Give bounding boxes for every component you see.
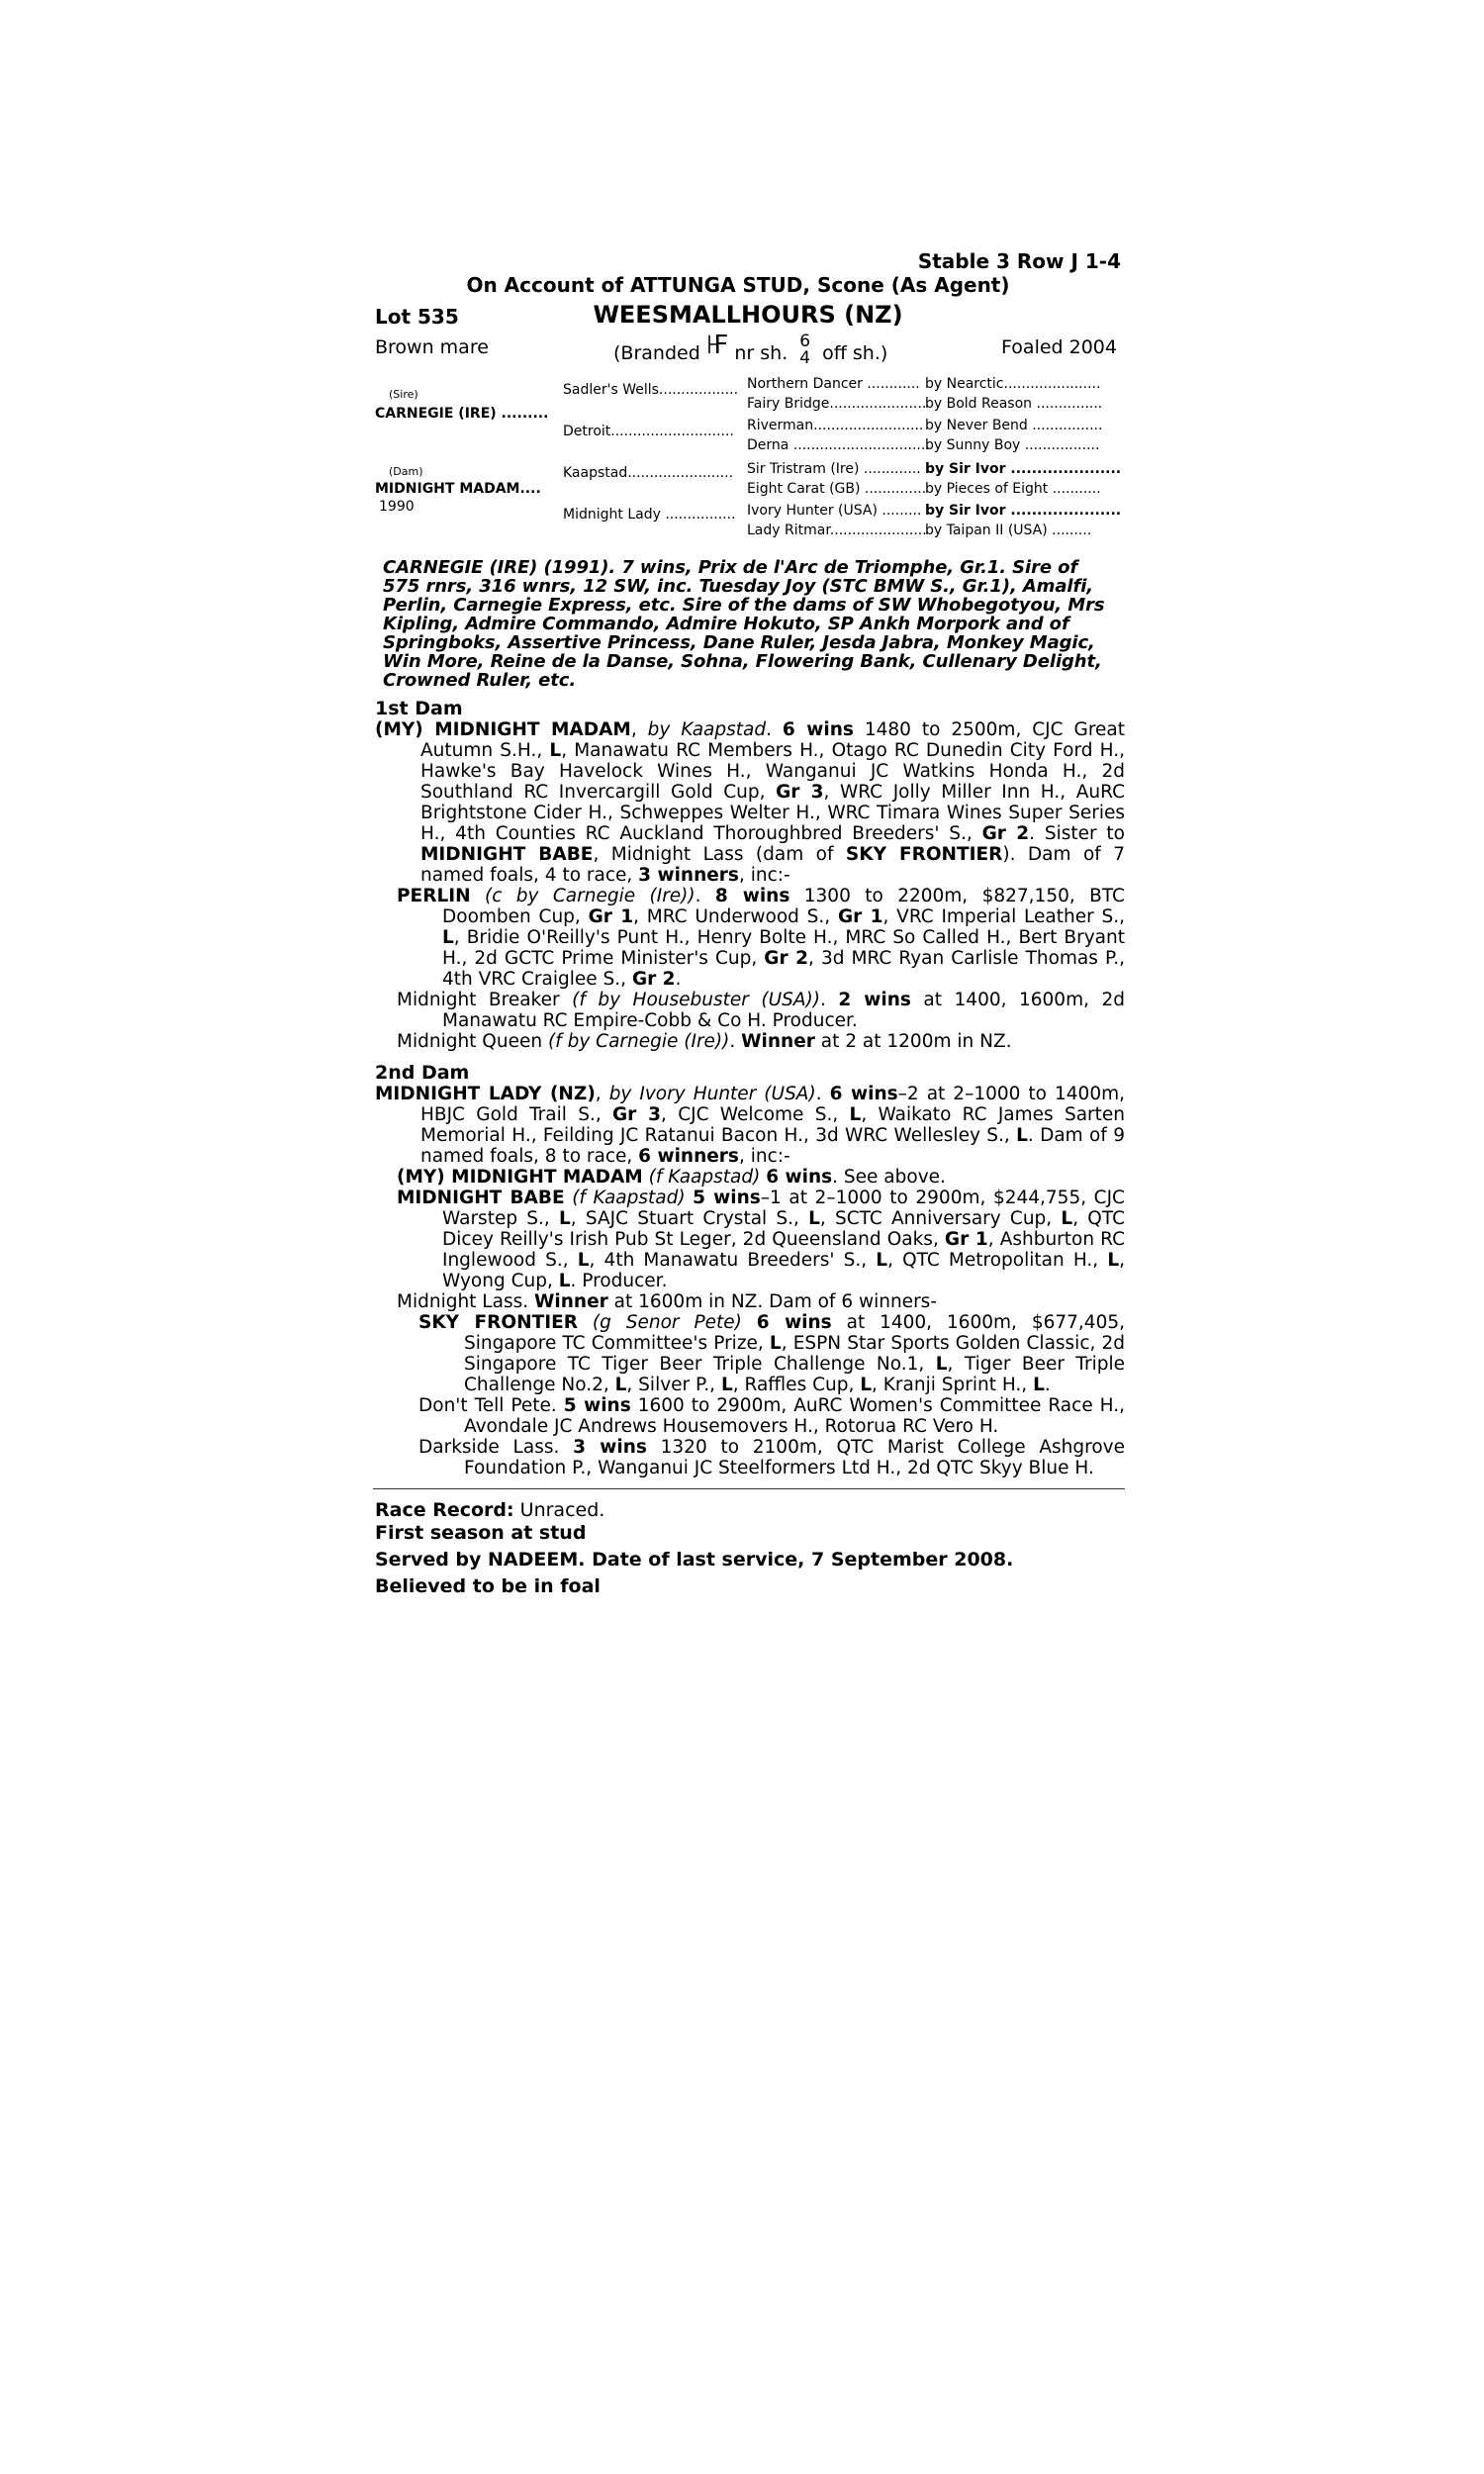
branded-prefix: (Branded [613, 342, 700, 364]
divider [373, 1488, 1125, 1489]
sire-dam-text: Detroit [563, 424, 611, 439]
brand-number [799, 333, 810, 367]
entry-text: Winner [741, 1031, 815, 1052]
second-dam-entry [371, 1167, 1125, 1188]
second-dam-heading: 2nd Dam [375, 1062, 470, 1084]
entry-text: Gr 1 [837, 906, 883, 927]
entry-text: Gr 1 [944, 1229, 988, 1250]
footer-notes [375, 1499, 1125, 1598]
first-dam-entry [371, 1031, 1125, 1052]
entry-text [471, 886, 485, 906]
race-record-value: Unraced. [513, 1499, 605, 1521]
g3-1: Northern Dancer ............ [747, 376, 920, 392]
branded-near: nr sh. [734, 342, 788, 364]
entry-text: L [769, 1333, 782, 1354]
entry-text: 3 wins [573, 1437, 647, 1458]
entry-text: 1320 to 2100m, QTC Marist College Ashgrove Foundation P., Wanganui JC Steelformers Ltd H., 2d QTC Skyy Blue H. [464, 1437, 1125, 1478]
entry-text: Winner [534, 1291, 608, 1312]
sire-name: CARNEGIE (IRE) ......... [375, 406, 549, 422]
first-dam-entry [371, 719, 1125, 886]
entry-text: , 3d MRC Ryan Carlisle Thomas P., 4th VRC Craiglee S., [442, 948, 1125, 990]
entry-text: 6 wins [766, 1167, 833, 1188]
entry-text: PERLIN [397, 886, 471, 906]
entry-text: , VRC Imperial Leather S., [882, 906, 1126, 927]
g4-3-text: by Never Bend [925, 418, 1028, 433]
g3-1-text: Northern Dancer [747, 376, 863, 392]
second-dam-entry [371, 1188, 1125, 1291]
entry-text: (f Kaapstad) [648, 1167, 761, 1188]
dam-year: 1990 [379, 499, 415, 515]
dam-name-text: MIDNIGHT MADAM [375, 481, 520, 497]
entry-text: Darkside Lass. [418, 1437, 574, 1458]
entry-text: L [1061, 1208, 1073, 1229]
entry-text: (MY) MIDNIGHT MADAM [397, 1167, 643, 1188]
race-record [375, 1499, 1125, 1522]
horse-name: WEESMALLHOURS (NZ) [593, 301, 903, 329]
dam-dam-text: Midnight Lady [563, 507, 661, 523]
entry-text: L [558, 1271, 571, 1291]
entry-text: . [815, 1084, 830, 1104]
entry-text: at 1400, 1600m, $677,405, Singapore TC Committee's Prize, [464, 1312, 1125, 1354]
g3-2: Fairy Bridge...................... [747, 396, 927, 412]
entry-text: 6 winners [638, 1146, 739, 1167]
second-dam-entry [371, 1291, 1125, 1312]
entry-text: 8 wins [714, 886, 790, 906]
second-dam-entries [371, 1084, 1125, 1478]
entry-text: Gr 2 [764, 948, 809, 969]
entry-text: , SCTC Anniversary Cup, [819, 1208, 1062, 1229]
entry-text: (f by Carnegie (Ire)) [547, 1031, 730, 1052]
description-row [371, 331, 1125, 366]
g3-4: Derna ............................... [747, 437, 930, 453]
entry-text: , Manawatu RC Members H., Otago RC Dunedin City Ford H., Hawke's Bay Havelock Wines H., Wanganui JC Watkins Honda H., 2d Southland RC Invercargill Gold Cup, [420, 740, 1126, 803]
entry-text: , Waikato RC James Sarten Memorial H., Feilding JC Ratanui Bacon H., 3d WRC Wellesley S., [420, 1104, 1125, 1146]
entry-text: , ESPN Star Sports Golden Classic, 2d Singapore TC Tiger Beer Triple Challenge No.1, [464, 1333, 1126, 1375]
entry-text: L [614, 1375, 627, 1395]
g4-1: by Nearctic...................... [925, 376, 1101, 392]
entry-text: , 4th Manawatu Breeders' S., [589, 1250, 877, 1271]
entry-text: L [876, 1250, 888, 1271]
entry-text: L [549, 740, 562, 761]
brand-info [613, 331, 888, 371]
entry-text: Gr 1 [588, 906, 634, 927]
entry-text: MIDNIGHT BABE [420, 844, 594, 865]
in-foal-status: Believed to be in foal [375, 1575, 601, 1597]
g4-8: by Taipan II (USA) ......... [925, 523, 1092, 538]
entry-text: L [1033, 1375, 1045, 1395]
g3-3: Riverman......................... [747, 418, 924, 433]
entry-text: 1600 to 2900m, AuRC Women's Committee Race H., Avondale JC Andrews Housemovers H., Rotorua RC Vero H. [464, 1395, 1126, 1437]
sex-colour: Brown mare [375, 336, 489, 358]
entry-text: Gr 2 [631, 969, 676, 990]
sire-description: CARNEGIE (IRE) (1991). 7 wins, Prix de l'Arc de Triomphe, Gr.1. Sire of 575 rnrs, 316 wnrs, 12 SW, inc. Tuesday Joy (STC BMW S., Gr.1), Amalfi, Perlin, Carnegie Express, etc. Sire of the dams of SW Whobegotyou, Mrs Kipling, Admire Commando, Admire Hokuto, SP Ankh Morpork and of Springboks, Assertive Princess, Dane Ruler, Jesda Jabra, Monkey Magic, Win More, Reine de la Danse, Sohna, Flowering Bank, Cullenary Delight, Crowned Ruler, etc. [383, 557, 1105, 691]
first-season: First season at stud [375, 1522, 587, 1544]
first-dam-entry [371, 886, 1125, 990]
entry-text: , WRC Jolly Miller Inn H., AuRC Brightstone Cider H., Schweppes Welter H., WRC Timara Wines Super Series H., 4th Counties RC Auckland Thoroughbred Breeders' S., [420, 782, 1125, 844]
entry-text: Gr 3 [612, 1104, 662, 1125]
entry-text: 6 wins [829, 1084, 898, 1104]
entry-text: . [695, 886, 715, 906]
entry-text: –2 at 2–1000 to 1400m, HBJC Gold Trail S., [420, 1084, 1125, 1125]
entry-text: L [577, 1250, 590, 1271]
entry-text: (c by Carnegie (Ire)) [485, 886, 696, 906]
first-dam-heading: 1st Dam [375, 698, 463, 719]
stable-location: Stable 3 Row J 1-4 [917, 249, 1121, 273]
entry-text: L [442, 927, 454, 948]
g3-3-text: Riverman [747, 418, 814, 433]
entry-text: Midnight Lass. [397, 1291, 534, 1312]
foaled-year: Foaled 2004 [1001, 336, 1117, 358]
entry-text: (f Kaapstad) [572, 1188, 686, 1208]
entry-text: , [595, 1084, 609, 1104]
entry-text: . [819, 990, 839, 1010]
second-dam-entry [371, 1084, 1125, 1167]
entry-text: at 1600m in NZ. Dam of 6 winners- [607, 1291, 937, 1312]
second-dam-entry [371, 1312, 1125, 1395]
entry-text [742, 1312, 757, 1333]
entry-text: , QTC Metropolitan H., [887, 1250, 1108, 1271]
entry-text: at 2 at 1200m in NZ. [814, 1031, 1012, 1052]
entry-text: , QTC Dicey Reilly's Irish Pub St Leger, 2d Queensland Oaks, [442, 1208, 1125, 1250]
g3-5: Sir Tristram (Ire) ............. [747, 461, 921, 477]
entry-text: 2 wins [838, 990, 911, 1010]
entry-text: . [675, 969, 682, 990]
served-by: Served by NADEEM. Date of last service, 7 September 2008. [375, 1549, 1014, 1570]
entry-text: Midnight Breaker [397, 990, 573, 1010]
entry-text: SKY FRONTIER [418, 1312, 578, 1333]
g4-1-text: by Nearctic [925, 376, 1004, 392]
sire-label: (Sire) [389, 388, 418, 401]
entry-text: , Silver P., [626, 1375, 721, 1395]
entry-text: . Dam of 9 named foals, 8 to race, [420, 1125, 1125, 1167]
lot-row [371, 301, 1125, 331]
entry-text: Don't Tell Pete. [418, 1395, 564, 1416]
entry-text: , Ashburton RC Inglewood S., [442, 1229, 1126, 1271]
entry-text: MIDNIGHT BABE [397, 1188, 565, 1208]
g3-2-text: Fairy Bridge [747, 396, 830, 412]
entry-text: L [559, 1208, 571, 1229]
entry-text: , Bridie O'Reilly's Punt H., Henry Bolte H., MRC So Called H., Bert Bryant H., 2d GCTC Prime Minister's Cup, [442, 927, 1125, 969]
entry-text: 3 winners [638, 865, 739, 886]
entry-text: . Producer. [570, 1271, 668, 1291]
entry-text: , Tiger Beer Triple Challenge No.2, [464, 1354, 1125, 1395]
race-record-label: Race Record: [375, 1499, 514, 1521]
g4-5: by Sir Ivor ..................... [925, 461, 1122, 477]
pedigree-table [371, 376, 1125, 550]
entry-text: by Ivory Hunter (USA) [608, 1084, 816, 1104]
sire-sire: Sadler's Wells.................. [563, 382, 739, 398]
first-dam-entries [371, 719, 1125, 1052]
g4-7: by Sir Ivor ..................... [925, 503, 1122, 519]
branded-suffix: off sh.) [822, 342, 888, 364]
entry-text: (f by Housebuster (USA)) [572, 990, 820, 1010]
entry-text [578, 1312, 593, 1333]
g3-6: Eight Carat (GB) .............. [747, 481, 927, 497]
entry-text: , Wyong Cup, [442, 1250, 1125, 1291]
entry-text: L [935, 1354, 948, 1375]
entry-text: 6 wins [782, 719, 854, 740]
sire-name-text: CARNEGIE (IRE) [375, 406, 497, 422]
g3-7-text: Ivory Hunter (USA) [747, 503, 878, 519]
vendor-account: On Account of ATTUNGA STUD, Scone (As Agent) [466, 273, 1010, 297]
entry-text: L [1016, 1125, 1028, 1146]
entry-text: . Sister to [1029, 823, 1125, 844]
entry-text: . [1044, 1375, 1051, 1395]
entry-text: , Kranji Sprint H., [872, 1375, 1034, 1395]
g3-7: Ivory Hunter (USA) ......... [747, 503, 922, 519]
entry-text: 5 wins [693, 1188, 761, 1208]
dam-sire: Kaapstad........................ [563, 465, 734, 481]
entry-text: ). Dam of 7 named foals, 4 to race, [420, 844, 1125, 886]
dam-dam: Midnight Lady ................ [563, 507, 736, 523]
catalogue-page [371, 249, 1125, 1598]
g4-5-text: by Sir Ivor [925, 461, 1006, 477]
g4-2-text: by Bold Reason [925, 396, 1033, 412]
g4-2: by Bold Reason ............... [925, 396, 1103, 412]
entry-text: 1300 to 2200m, $827,150, BTC Doomben Cup, [442, 886, 1125, 927]
entry-text: , Midnight Lass (dam of [593, 844, 846, 865]
entry-text: 1480 to 2500m, CJC Great Autumn S.H., [420, 719, 1125, 761]
brand-top: 6 [799, 331, 811, 351]
g4-4-text: by Sunny Boy [925, 437, 1021, 453]
g4-6: by Pieces of Eight ........... [925, 481, 1101, 497]
entry-text: , inc:- [738, 865, 790, 886]
entry-text: (g Senor Pete) [592, 1312, 742, 1333]
entry-text: –1 at 2–1000 to 2900m, $244,755, CJC Warstep S., [442, 1188, 1125, 1229]
entry-text: , inc:- [738, 1146, 790, 1167]
second-dam-entry [371, 1395, 1125, 1437]
brand-bottom: 4 [799, 347, 811, 368]
lot-number: Lot 535 [375, 305, 459, 329]
g3-8-text: Lady Ritmar [747, 523, 830, 538]
entry-text: . [766, 719, 783, 740]
entry-text: . See above. [832, 1167, 946, 1188]
entry-text: 6 wins [756, 1312, 832, 1333]
entry-text: SKY FRONTIER [845, 844, 1003, 865]
g4-3: by Never Bend ................ [925, 418, 1103, 433]
g3-8: Lady Ritmar...................... [747, 523, 927, 538]
entry-text: at 1400, 1600m, 2d Manawatu RC Empire-Cobb & Co H. Producer. [442, 990, 1125, 1031]
g4-7-text: by Sir Ivor [925, 503, 1006, 519]
entry-text: L [1107, 1250, 1120, 1271]
entry-text: L [720, 1375, 733, 1395]
entry-text: , Raffles Cup, [732, 1375, 861, 1395]
dam-name: MIDNIGHT MADAM.... [375, 481, 541, 497]
dam-label: (Dam) [389, 465, 423, 478]
entry-text: MIDNIGHT LADY (NZ) [375, 1084, 596, 1104]
entry-text: , MRC Underwood S., [633, 906, 838, 927]
dam-sire-text: Kaapstad [563, 465, 628, 481]
entry-text: (MY) MIDNIGHT MADAM [375, 719, 631, 740]
entry-text: L [849, 1104, 862, 1125]
entry-text: Midnight Queen [397, 1031, 548, 1052]
entry-text: , [630, 719, 648, 740]
first-dam-entry [371, 990, 1125, 1031]
entry-text: . [729, 1031, 742, 1052]
sire-sire-text: Sadler's Wells [563, 382, 659, 398]
entry-text: Gr 2 [981, 823, 1030, 844]
entry-text: , CJC Welcome S., [661, 1104, 850, 1125]
g4-4: by Sunny Boy ................. [925, 437, 1100, 453]
entry-text: 5 wins [563, 1395, 631, 1416]
sire-dam: Detroit............................ [563, 424, 734, 439]
entry-text: L [808, 1208, 820, 1229]
entry-text: Gr 3 [776, 782, 824, 803]
entry-text: , SAJC Stuart Crystal S., [570, 1208, 809, 1229]
entry-text: by Kaapstad [647, 719, 767, 740]
g4-8-text: by Taipan II (USA) [925, 523, 1048, 538]
g3-5-text: Sir Tristram (Ire) [747, 461, 860, 477]
brand-mark-icon: ⊦F [705, 331, 723, 360]
second-dam-entry [371, 1437, 1125, 1478]
g3-4-text: Derna [747, 437, 789, 453]
entry-text: L [860, 1375, 873, 1395]
g3-6-text: Eight Carat (GB) [747, 481, 861, 497]
g4-6-text: by Pieces of Eight [925, 481, 1049, 497]
